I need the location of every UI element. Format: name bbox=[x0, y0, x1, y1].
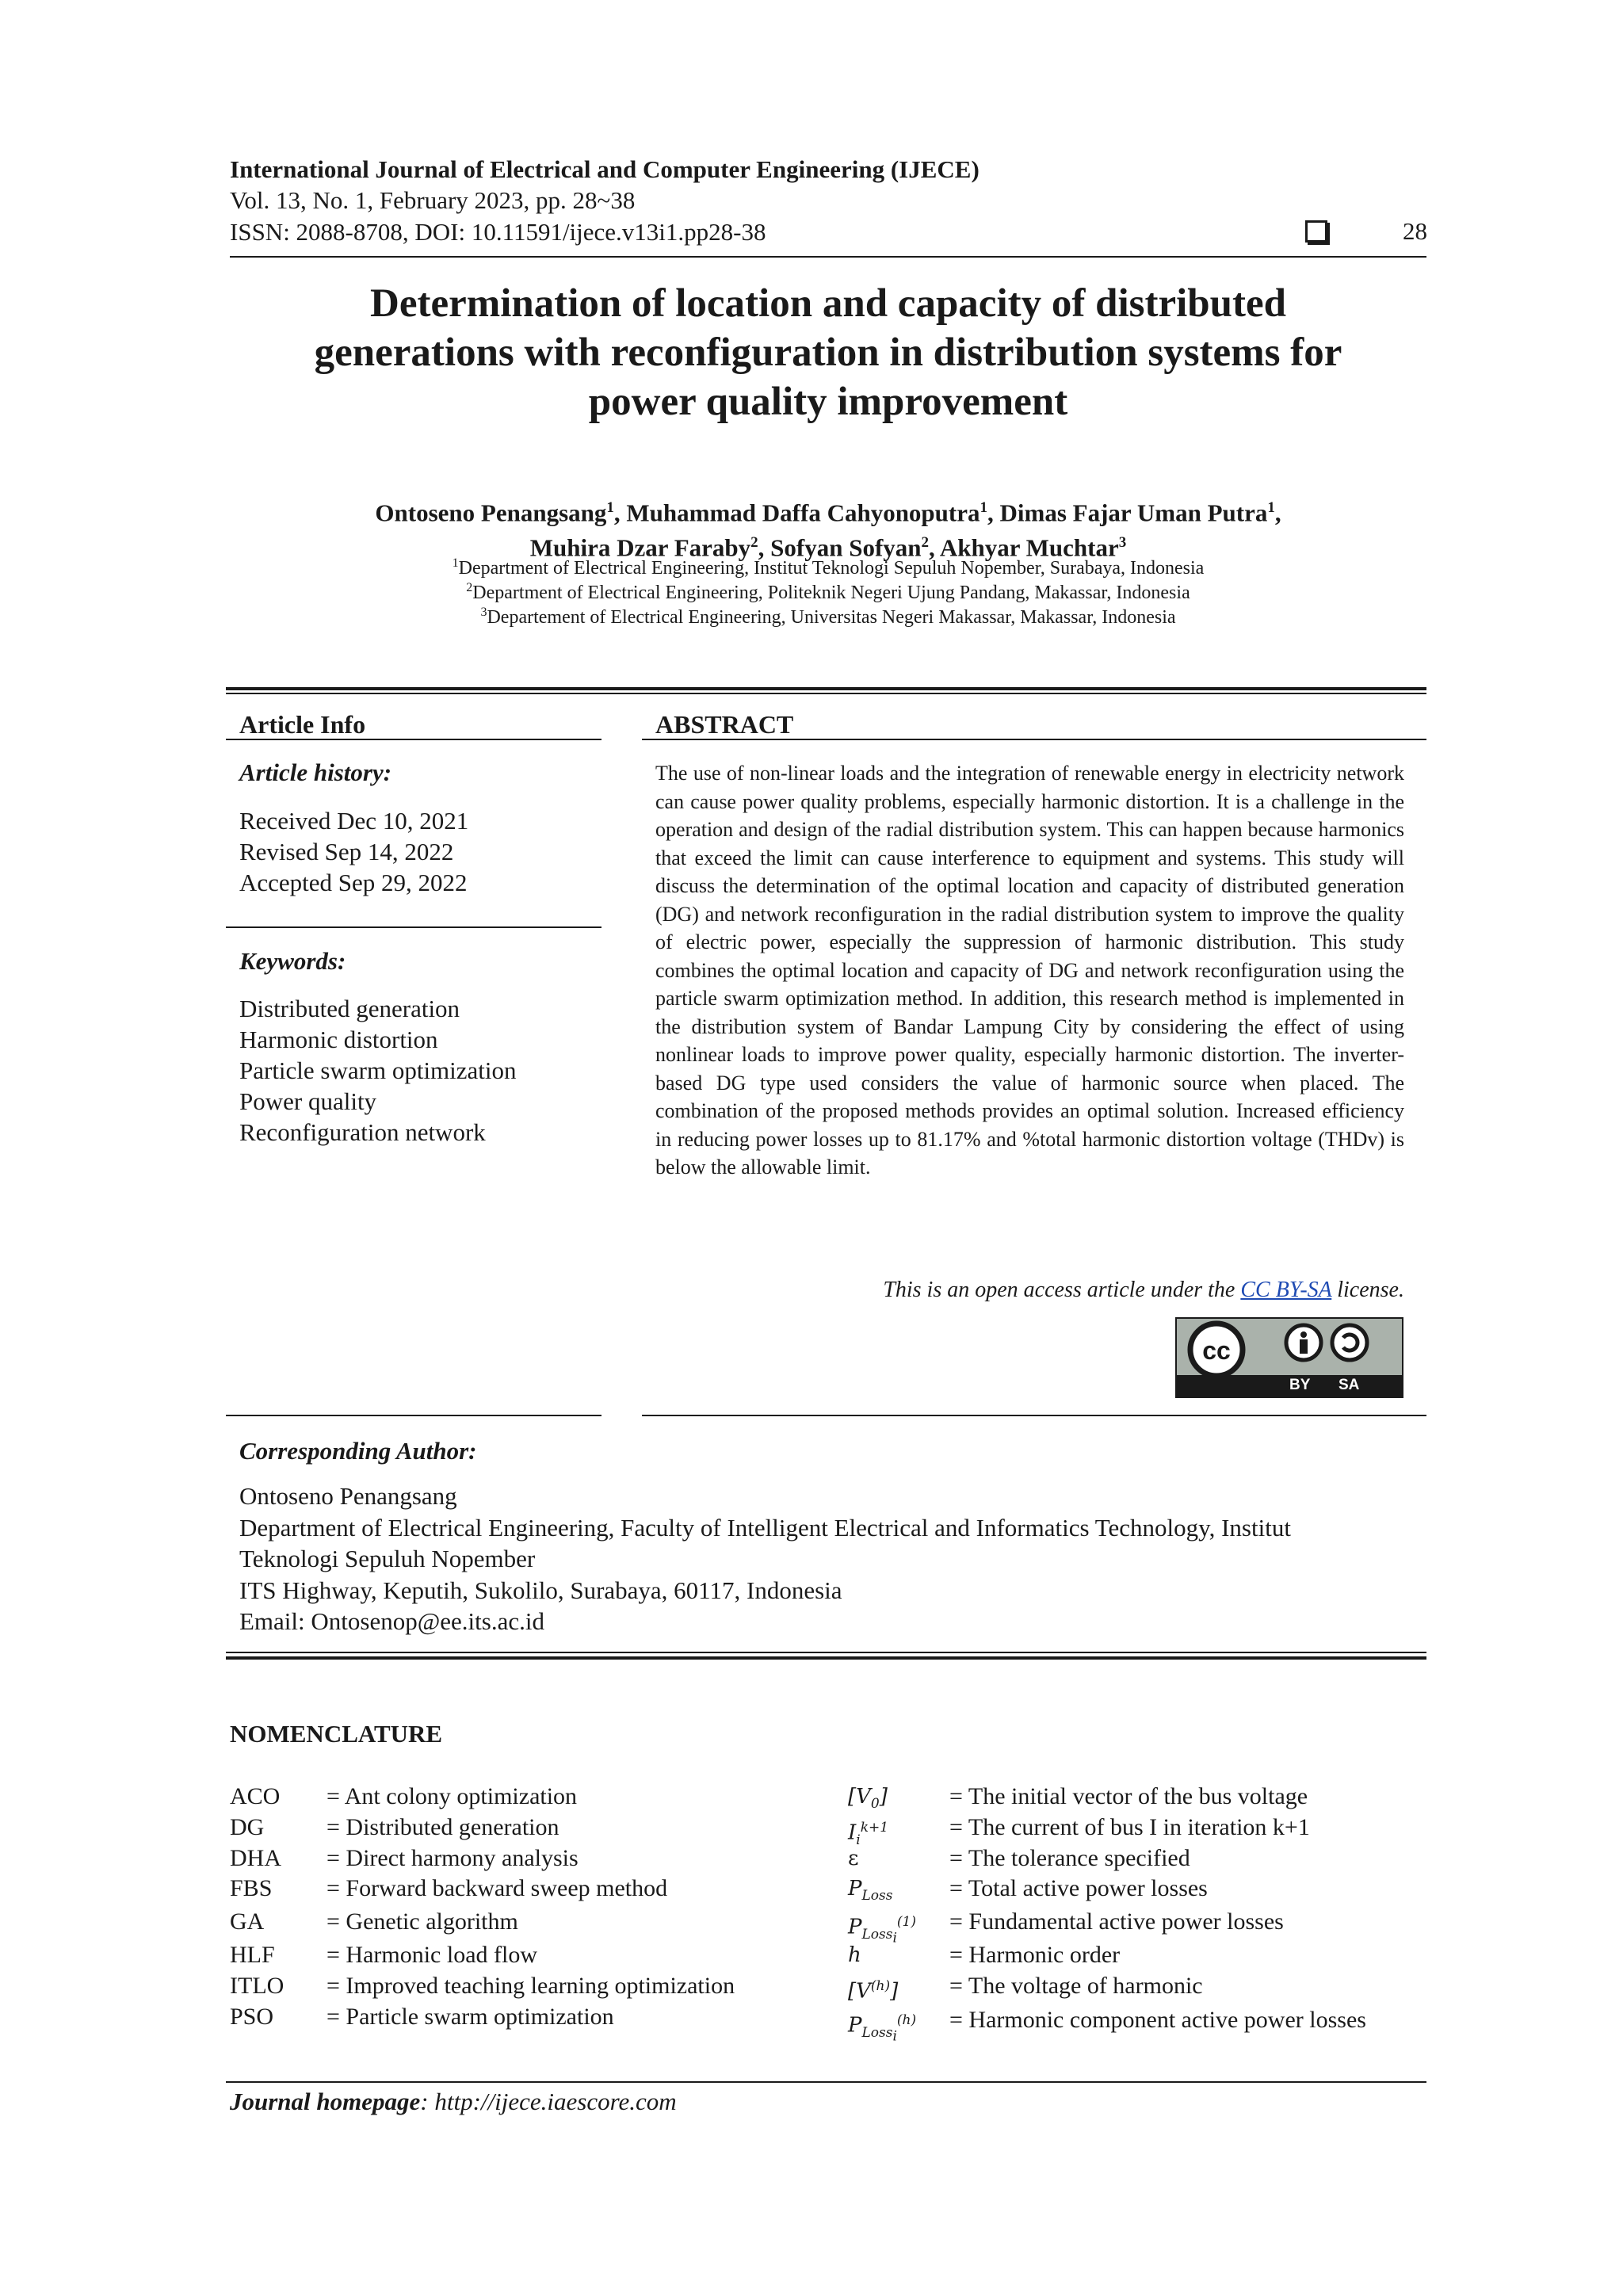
section-rule bbox=[226, 687, 1426, 690]
title-line: power quality improvement bbox=[588, 380, 1068, 424]
abbr: HLF bbox=[230, 1942, 275, 1968]
abbr-def: = Forward backward sweep method bbox=[327, 1875, 668, 1901]
abbr: ITLO bbox=[230, 1973, 285, 1999]
corresponding-name: Ontoseno Penangsang bbox=[239, 1482, 457, 1510]
affil-sup: 2 bbox=[750, 534, 758, 552]
journal-name: International Journal of Electrical and Computer Engineering (IJECE) bbox=[230, 155, 980, 183]
abstract-rule bbox=[642, 1415, 1426, 1416]
symbol-def: = The voltage of harmonic bbox=[949, 1973, 1203, 1999]
symbol-def: = Harmonic order bbox=[949, 1942, 1121, 1968]
affil-sup: 1 bbox=[1267, 499, 1275, 516]
paper-title bbox=[198, 279, 1458, 426]
info-rule bbox=[226, 739, 601, 740]
section-rule bbox=[226, 693, 1426, 694]
license-prefix: This is an open access article under the bbox=[883, 1278, 1241, 1302]
keywords-heading: Keywords: bbox=[239, 947, 346, 975]
abbr-def: = Particle swarm optimization bbox=[327, 2004, 614, 2030]
corresponding-email: Email: Ontosenop@ee.its.ac.id bbox=[239, 1607, 544, 1635]
affiliation-text: Departement of Electrical Engineering, Universitas Negeri Makassar, Makassar, Indonesia bbox=[487, 607, 1176, 628]
keyword: Particle swarm optimization bbox=[239, 1056, 517, 1084]
affiliation-text: Department of Electrical Engineering, Institut Teknologi Sepuluh Nopember, Surabaya, Indonesia bbox=[458, 558, 1205, 579]
title-line: Determination of location and capacity of distributed bbox=[370, 281, 1286, 326]
header-rule bbox=[230, 256, 1426, 258]
affil-sup: 1 bbox=[606, 499, 614, 516]
abbr: PSO bbox=[230, 2004, 274, 2030]
symbol-def: = The current of bus I in iteration k+1 bbox=[949, 1814, 1310, 1840]
corresponding-address: ITS Highway, Keputih, Sukolilo, Surabaya, 60117, Indonesia bbox=[239, 1576, 842, 1604]
journal-volume: Vol. 13, No. 1, February 2023, pp. 28~38 bbox=[230, 186, 636, 214]
abbr-def: = Ant colony optimization bbox=[327, 1783, 578, 1809]
keyword: Power quality bbox=[239, 1087, 377, 1115]
keyword-list bbox=[239, 993, 517, 1148]
corresponding-dept: Department of Electrical Engineering, Faculty of Intelligent Electrical and Informatics Technology, Institut bbox=[239, 1513, 1291, 1541]
symbol-def: = The tolerance specified bbox=[949, 1845, 1190, 1871]
symbol-ploss-harmonic: $P_{Loss_i}^{(h)}$ bbox=[848, 2012, 917, 2045]
affil-sup: 3 bbox=[480, 606, 487, 619]
abbr: DG bbox=[230, 1814, 265, 1840]
abbr: ACO bbox=[230, 1783, 281, 1809]
nomenclature-heading: NOMENCLATURE bbox=[230, 1720, 443, 1748]
info-rule bbox=[226, 926, 601, 928]
info-rule bbox=[226, 1415, 601, 1416]
symbol-v0: $[V_0]$ bbox=[848, 1785, 888, 1813]
badge-strip bbox=[1177, 1375, 1402, 1396]
symbol-vh: $[V^{(h)}]$ bbox=[848, 1978, 899, 2004]
revised-date: Revised Sep 14, 2022 bbox=[239, 838, 454, 865]
title-line: generations with reconfiguration in distribution systems for bbox=[314, 330, 1342, 375]
journal-issn: ISSN: 2088-8708, DOI: 10.11591/ijece.v13i1.pp28-38 bbox=[230, 218, 766, 246]
page-box-icon bbox=[1305, 220, 1327, 243]
symbol-def: = Fundamental active power losses bbox=[949, 1908, 1284, 1935]
homepage-url[interactable]: : http://ijece.iaescore.com bbox=[420, 2088, 677, 2115]
badge-by: BY bbox=[1289, 1377, 1311, 1393]
affil-sup: 2 bbox=[921, 534, 930, 552]
svg-text:cc: cc bbox=[1202, 1336, 1231, 1365]
abbr-def: = Harmonic load flow bbox=[327, 1942, 538, 1968]
article-history bbox=[239, 805, 468, 898]
accepted-date: Accepted Sep 29, 2022 bbox=[239, 869, 468, 896]
section-rule bbox=[226, 1652, 1426, 1653]
homepage-label: Journal homepage bbox=[230, 2088, 421, 2115]
author-name: Ontoseno Penangsang bbox=[375, 499, 607, 527]
abbr: DHA bbox=[230, 1845, 281, 1871]
affil-sup: 1 bbox=[452, 556, 459, 570]
corresponding-author bbox=[239, 1480, 1428, 1637]
symbol-current: $I_i^{k+1}$ bbox=[848, 1820, 889, 1848]
author-name: Sofyan Sofyan bbox=[770, 533, 922, 562]
abbr-def: = Distributed generation bbox=[327, 1814, 559, 1840]
section-rule bbox=[226, 1656, 1426, 1660]
affil-sup: 1 bbox=[980, 499, 988, 516]
cc-logo-icon bbox=[1177, 1319, 1402, 1376]
author-name: Muhammad Daffa Cahyonoputra bbox=[626, 499, 980, 527]
affiliation-text: Department of Electrical Engineering, Politeknik Negeri Ujung Pandang, Makassar, Indonesia bbox=[472, 583, 1190, 603]
affil-sup: 2 bbox=[466, 581, 473, 594]
received-date: Received Dec 10, 2021 bbox=[239, 807, 469, 835]
author-name: Muhira Dzar Faraby bbox=[529, 533, 751, 562]
author-list: Ontoseno Penangsang$^1$, Muhammad Daffa Cahyonoputra$^1$, Dimas Fajar Uman Putra$^1$, Muhira Dzar Faraby$^2$, Sofyan Sofyan$^2$, Akhyar Muchtar$^3$ bbox=[375, 499, 1281, 562]
cc-by-sa-link[interactable]: CC BY-SA bbox=[1240, 1278, 1332, 1302]
abstract-heading: ABSTRACT bbox=[655, 710, 794, 739]
license-suffix: license. bbox=[1331, 1278, 1404, 1302]
abbr: FBS bbox=[230, 1875, 273, 1901]
symbol-def: = Total active power losses bbox=[949, 1875, 1208, 1901]
keyword: Harmonic distortion bbox=[239, 1026, 438, 1053]
article-info-heading: Article Info bbox=[239, 710, 366, 739]
badge-sa: SA bbox=[1338, 1377, 1360, 1393]
article-history-heading: Article history: bbox=[239, 758, 392, 786]
symbol-def: = The initial vector of the bus voltage bbox=[949, 1783, 1308, 1809]
affil-sup: 3 bbox=[1118, 534, 1127, 552]
symbol-ploss-fundamental: $P_{Loss_i}^{(1)}$ bbox=[848, 1914, 917, 1946]
license-note bbox=[655, 1278, 1404, 1303]
abbr-def: = Direct harmony analysis bbox=[327, 1845, 579, 1871]
author-name: Akhyar Muchtar bbox=[939, 533, 1119, 562]
footer-rule bbox=[226, 2081, 1426, 2083]
symbol-def: = Harmonic component active power losses bbox=[949, 2007, 1366, 2033]
keyword: Distributed generation bbox=[239, 995, 460, 1022]
abbr-def: = Genetic algorithm bbox=[327, 1908, 518, 1935]
abbr-def: = Improved teaching learning optimization bbox=[327, 1973, 735, 1999]
journal-homepage bbox=[230, 2088, 677, 2116]
abstract-rule bbox=[642, 739, 1426, 740]
symbol-epsilon: ε bbox=[848, 1847, 859, 1870]
keyword: Reconfiguration network bbox=[239, 1118, 486, 1146]
cc-by-sa-badge[interactable] bbox=[1175, 1317, 1403, 1398]
author-name: Dimas Fajar Uman Putra bbox=[999, 499, 1268, 527]
corresponding-heading: Corresponding Author: bbox=[239, 1437, 477, 1465]
corresponding-dept: Teknologi Sepuluh Nopember bbox=[239, 1545, 536, 1572]
symbol-ploss: $P_{Loss}$ bbox=[848, 1877, 893, 1904]
symbol-h: h bbox=[848, 1943, 861, 1967]
affiliation bbox=[198, 601, 1458, 629]
abbr: GA bbox=[230, 1908, 265, 1935]
page-number: 28 bbox=[1403, 217, 1427, 245]
abstract-text: The use of non-linear loads and the integration of renewable energy in electricity network can cause power quality problems, especially harmonic distortion. It is a challenge in the operation and design of the radial distribution system. This can happen because harmonics that exceed the limit can cause interference to equipment and systems. This study will discuss the determination of the optimal location and capacity of distributed generation (DG) and network reconfiguration in the radial distribution system to improve the quality of electric power, especially the suppression of harmonic distribution. This study combines the optimal location and capacity of DG and network reconfiguration using the particle swarm optimization method. In addition, this research method is implemented in the distribution system of Bandar Lampung City by considering the effect of using nonlinear loads to improve power quality, especially harmonic distortion. The inverter-based DG type used considers the value of harmonic source when placed. The combination of the proposed methods provides an optimal solution. Increased efficiency in reducing power losses up to 81.17% and %total harmonic distortion voltage (THDv) is below the allowable limit. bbox=[655, 762, 1404, 1179]
